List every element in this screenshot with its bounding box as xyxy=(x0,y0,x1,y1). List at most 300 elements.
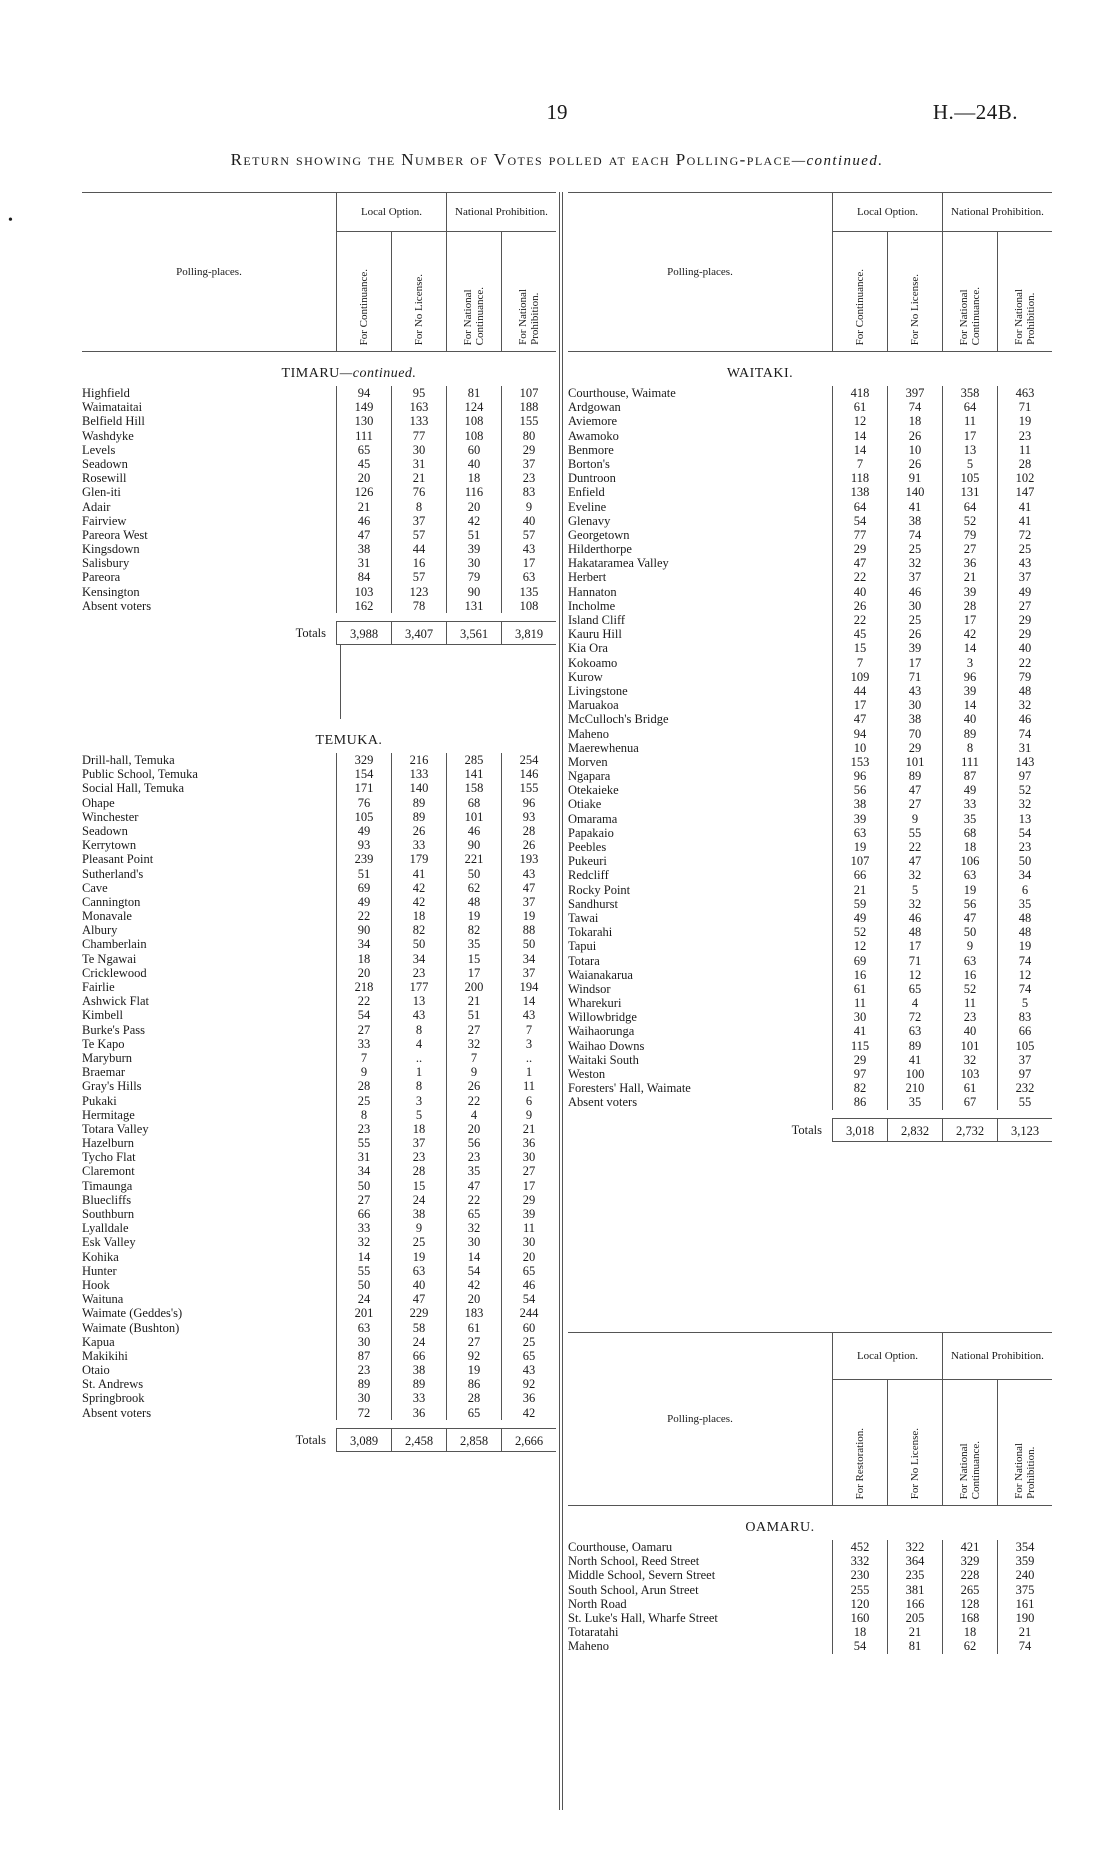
table-row xyxy=(568,911,1052,925)
vote-count-cell: 4 xyxy=(887,996,942,1010)
vote-count-cell: 96 xyxy=(501,796,556,810)
polling-place-name: St. Luke's Hall, Wharfe Street xyxy=(568,1610,718,1625)
polling-place-name: Glenavy xyxy=(568,513,611,528)
vote-count-cell: 19 xyxy=(997,414,1052,428)
vote-count-cell: 97 xyxy=(997,769,1052,783)
polling-place-name: Maheno xyxy=(568,1639,609,1654)
vote-count-cell: 90 xyxy=(336,923,391,937)
vote-count-cell: 62 xyxy=(942,1639,997,1653)
vote-count-cell: 56 xyxy=(446,1136,501,1150)
vote-count-cell: 32 xyxy=(997,797,1052,811)
vote-count-cell: 205 xyxy=(887,1611,942,1625)
vote-count-cell: 109 xyxy=(832,670,887,684)
polling-place-name: Maerewhenua xyxy=(568,740,639,755)
vote-count-cell: 50 xyxy=(446,867,501,881)
totals-label: Totals xyxy=(295,1432,326,1447)
vote-count-cell: 36 xyxy=(391,1406,446,1420)
vote-count-cell: 74 xyxy=(997,1639,1052,1653)
vote-count-cell: 100 xyxy=(887,1067,942,1081)
vote-count-cell: 63 xyxy=(942,868,997,882)
vote-count-cell: 50 xyxy=(501,937,556,951)
polling-place-name: Kohika xyxy=(82,1249,119,1264)
table-row xyxy=(82,1065,556,1079)
table-row xyxy=(82,1321,556,1335)
vote-count-cell: 8 xyxy=(391,500,446,514)
polling-place-name: Levels xyxy=(82,442,116,457)
vote-count-cell: 21 xyxy=(501,1122,556,1136)
vote-count-cell: 19 xyxy=(832,840,887,854)
margin-mark: • xyxy=(8,213,13,228)
table-row xyxy=(568,485,1052,499)
vote-count-cell: .. xyxy=(391,1051,446,1065)
vote-count-cell: 30 xyxy=(887,698,942,712)
vote-count-cell: 20 xyxy=(501,1250,556,1264)
polling-place-name: Hannaton xyxy=(568,584,617,599)
header-for-no-license: For No License. xyxy=(909,1427,921,1499)
vote-count-cell: 40 xyxy=(446,457,501,471)
vote-count-cell: 42 xyxy=(446,514,501,528)
vote-count-cell: 49 xyxy=(832,911,887,925)
vote-count-cell: 17 xyxy=(887,939,942,953)
vote-count-cell: 84 xyxy=(336,570,391,584)
vote-count-cell: 19 xyxy=(446,909,501,923)
vote-count-cell: 65 xyxy=(446,1207,501,1221)
vote-count-cell: 38 xyxy=(832,797,887,811)
polling-place-name: Burke's Pass xyxy=(82,1022,146,1037)
vote-count-cell: 37 xyxy=(887,570,942,584)
vote-count-cell: 42 xyxy=(391,881,446,895)
vote-count-cell: 26 xyxy=(446,1079,501,1093)
vote-count-cell: 39 xyxy=(446,542,501,556)
vote-count-cell: 57 xyxy=(501,528,556,542)
vote-count-cell: 36 xyxy=(501,1391,556,1405)
polling-place-name: Pukeuri xyxy=(568,854,607,869)
table-row xyxy=(82,796,556,810)
polling-place-name: Timaunga xyxy=(82,1178,133,1193)
vote-count-cell: 29 xyxy=(997,627,1052,641)
vote-count-cell: 54 xyxy=(501,1292,556,1306)
vote-count-cell: 14 xyxy=(501,994,556,1008)
vote-count-cell: 45 xyxy=(832,627,887,641)
document-code: H.—24B. xyxy=(932,100,1018,124)
vote-count-cell: 63 xyxy=(832,826,887,840)
vote-count-cell: 9 xyxy=(446,1065,501,1079)
right-table xyxy=(568,192,1052,1142)
table-row xyxy=(82,1164,556,1178)
table-row xyxy=(82,824,556,838)
vote-count-cell: 9 xyxy=(336,1065,391,1079)
polling-place-name: Eveline xyxy=(568,499,607,514)
polling-place-name: Omarama xyxy=(568,811,618,826)
polling-place-name: Albury xyxy=(82,923,118,938)
vote-count-cell: 30 xyxy=(336,1335,391,1349)
polling-place-name: Otekaieke xyxy=(568,783,619,798)
vote-count-cell: 421 xyxy=(942,1540,997,1554)
header-polling-places: Polling-places. xyxy=(176,266,242,278)
vote-count-cell: 31 xyxy=(997,741,1052,755)
table-row xyxy=(82,852,556,866)
table-row xyxy=(82,1179,556,1193)
polling-place-name: Borton's xyxy=(568,456,610,471)
vote-count-cell: 34 xyxy=(391,952,446,966)
vote-count-cell: 43 xyxy=(501,542,556,556)
vote-count-cell: 39 xyxy=(832,812,887,826)
vote-count-cell: 79 xyxy=(942,528,997,542)
vote-count-cell: 17 xyxy=(887,656,942,670)
vote-count-cell: 218 xyxy=(336,980,391,994)
table-row xyxy=(82,1264,556,1278)
vote-count-cell: 29 xyxy=(501,1193,556,1207)
table-row xyxy=(82,937,556,951)
vote-count-cell: 26 xyxy=(887,627,942,641)
vote-count-cell: 95 xyxy=(391,386,446,400)
vote-count-cell: 28 xyxy=(446,1391,501,1405)
vote-count-cell: 21 xyxy=(446,994,501,1008)
table-row xyxy=(82,1306,556,1320)
vote-count-cell: 29 xyxy=(501,443,556,457)
vote-count-cell: 39 xyxy=(501,1207,556,1221)
vote-count-cell: 18 xyxy=(391,909,446,923)
vote-count-cell: 33 xyxy=(336,1221,391,1235)
table-row xyxy=(82,909,556,923)
table-row xyxy=(82,1406,556,1420)
vote-count-cell: 138 xyxy=(832,485,887,499)
vote-count-cell: 5 xyxy=(887,883,942,897)
vote-count-cell: 133 xyxy=(391,414,446,428)
vote-count-cell: 329 xyxy=(336,753,391,767)
vote-count-cell: 31 xyxy=(336,556,391,570)
vote-count-cell: 161 xyxy=(997,1597,1052,1611)
vote-count-cell: 17 xyxy=(832,698,887,712)
vote-count-cell: 39 xyxy=(942,684,997,698)
vote-count-cell: 40 xyxy=(942,712,997,726)
table-row xyxy=(568,1597,1052,1611)
table-row xyxy=(568,939,1052,953)
vote-count-cell: 23 xyxy=(391,1150,446,1164)
section-title-temuka: TEMUKA. xyxy=(315,733,383,748)
table-row xyxy=(568,386,1052,400)
table-row xyxy=(568,968,1052,982)
vote-count-cell: 43 xyxy=(391,1008,446,1022)
vote-count-cell: 33 xyxy=(391,1391,446,1405)
total-cell: 2,832 xyxy=(887,1118,942,1142)
vote-count-cell: 18 xyxy=(887,414,942,428)
vote-count-cell: 35 xyxy=(997,897,1052,911)
polling-place-name: Hermitage xyxy=(82,1107,135,1122)
vote-count-cell: 230 xyxy=(832,1568,887,1582)
vote-count-cell: 111 xyxy=(336,429,391,443)
vote-count-cell: 69 xyxy=(336,881,391,895)
table-header xyxy=(568,1332,1052,1506)
table-row xyxy=(568,613,1052,627)
polling-place-name: Totara xyxy=(568,953,600,968)
vote-count-cell: 15 xyxy=(446,952,501,966)
total-cell: 3,089 xyxy=(336,1428,391,1452)
vote-count-cell: 50 xyxy=(336,1278,391,1292)
vote-count-cell: 43 xyxy=(501,1363,556,1377)
polling-place-name: Georgetown xyxy=(568,527,630,542)
vote-count-cell: 32 xyxy=(887,868,942,882)
polling-place-name: Kia Ora xyxy=(568,641,608,656)
table-row xyxy=(82,414,556,428)
vote-count-cell: 49 xyxy=(942,783,997,797)
vote-count-cell: 14 xyxy=(336,1250,391,1264)
polling-place-name: Benmore xyxy=(568,442,614,457)
vote-count-cell: 3 xyxy=(942,656,997,670)
vote-count-cell: 93 xyxy=(336,838,391,852)
vote-count-cell: 38 xyxy=(887,514,942,528)
vote-count-cell: 56 xyxy=(832,783,887,797)
header-for-continuance: For Continuance. xyxy=(358,268,370,345)
vote-count-cell: 61 xyxy=(832,400,887,414)
vote-count-cell: 158 xyxy=(446,781,501,795)
vote-count-cell: 23 xyxy=(501,471,556,485)
vote-count-cell: 22 xyxy=(336,909,391,923)
polling-place-name: St. Andrews xyxy=(82,1377,144,1392)
vote-count-cell: 25 xyxy=(336,1094,391,1108)
vote-count-cell: 30 xyxy=(446,1235,501,1249)
vote-count-cell: 364 xyxy=(887,1554,942,1568)
polling-place-name: Gray's Hills xyxy=(82,1079,142,1094)
table-row xyxy=(568,854,1052,868)
vote-count-cell: 77 xyxy=(391,429,446,443)
header-for-national-prohibition: For National Prohibition. xyxy=(1013,1443,1037,1499)
table-row xyxy=(82,881,556,895)
vote-count-cell: 14 xyxy=(832,429,887,443)
vote-count-cell: 27 xyxy=(446,1335,501,1349)
polling-place-name: Otaio xyxy=(82,1363,110,1378)
table-row xyxy=(82,542,556,556)
vote-count-cell: 44 xyxy=(832,684,887,698)
vote-count-cell: 124 xyxy=(446,400,501,414)
vote-count-cell: 14 xyxy=(942,641,997,655)
polling-place-name: Aviemore xyxy=(568,414,618,429)
temuka-totals-row xyxy=(82,1428,556,1452)
vote-count-cell: 22 xyxy=(832,613,887,627)
vote-count-cell: 44 xyxy=(391,542,446,556)
table-row xyxy=(568,641,1052,655)
polling-place-name: Kauru Hill xyxy=(568,627,622,642)
table-row xyxy=(568,443,1052,457)
vote-count-cell: 21 xyxy=(391,471,446,485)
vote-count-cell: 89 xyxy=(391,796,446,810)
vote-count-cell: 190 xyxy=(997,1611,1052,1625)
total-cell: 3,819 xyxy=(501,621,556,645)
vote-count-cell: 89 xyxy=(942,727,997,741)
vote-count-cell: 87 xyxy=(942,769,997,783)
vote-count-cell: 160 xyxy=(832,1611,887,1625)
vote-count-cell: 9 xyxy=(887,812,942,826)
table-row xyxy=(82,443,556,457)
vote-count-cell: 101 xyxy=(942,1039,997,1053)
vote-count-cell: 52 xyxy=(942,514,997,528)
table-row xyxy=(568,826,1052,840)
vote-count-cell: 22 xyxy=(997,656,1052,670)
vote-count-cell: 80 xyxy=(501,429,556,443)
section-title-timaru: TIMARU—continued. xyxy=(281,366,417,381)
polling-place-name: Washdyke xyxy=(82,428,134,443)
header-national-prohibition: National Prohibition. For National Continuance. For National Prohibition. xyxy=(446,193,556,351)
vote-count-cell: 17 xyxy=(501,1179,556,1193)
vote-count-cell: 22 xyxy=(887,840,942,854)
vote-count-cell: 43 xyxy=(501,867,556,881)
polling-place-name: Windsor xyxy=(568,981,611,996)
polling-place-name: Awamoko xyxy=(568,428,619,443)
vote-count-cell: 36 xyxy=(501,1136,556,1150)
header-for-restoration: For Restoration. xyxy=(854,1427,866,1499)
vote-count-cell: 97 xyxy=(997,1067,1052,1081)
vote-count-cell: 42 xyxy=(942,627,997,641)
left-table xyxy=(82,192,556,1452)
vote-count-cell: 81 xyxy=(446,386,501,400)
vote-count-cell: 18 xyxy=(832,1625,887,1639)
table-row xyxy=(568,457,1052,471)
vote-count-cell: 89 xyxy=(391,810,446,824)
header-local-option: Local Option. For Continuance. For No License. xyxy=(832,193,942,351)
vote-count-cell: 13 xyxy=(942,443,997,457)
vote-count-cell: 25 xyxy=(887,613,942,627)
vote-count-cell: 56 xyxy=(942,897,997,911)
vote-count-cell: 16 xyxy=(391,556,446,570)
vote-count-cell: 8 xyxy=(336,1108,391,1122)
vote-count-cell: 50 xyxy=(391,937,446,951)
vote-count-cell: 4 xyxy=(446,1108,501,1122)
table-row xyxy=(568,698,1052,712)
vote-count-cell: 418 xyxy=(832,386,887,400)
vote-count-cell: 7 xyxy=(832,656,887,670)
vote-count-cell: 83 xyxy=(997,1010,1052,1024)
vote-count-cell: 32 xyxy=(942,1053,997,1067)
polling-place-name: Te Kapo xyxy=(82,1036,125,1051)
spacer xyxy=(340,645,556,719)
vote-count-cell: 89 xyxy=(887,1039,942,1053)
vote-count-cell: 34 xyxy=(997,868,1052,882)
table-row xyxy=(82,1377,556,1391)
table-row xyxy=(82,1136,556,1150)
vote-count-cell: 97 xyxy=(832,1067,887,1081)
table-row xyxy=(82,753,556,767)
vote-count-cell: 41 xyxy=(997,500,1052,514)
table-row xyxy=(82,1292,556,1306)
header-for-national-prohibition: For National Prohibition. xyxy=(1013,289,1037,345)
vote-count-cell: 78 xyxy=(391,599,446,613)
vote-count-cell: 49 xyxy=(997,585,1052,599)
polling-place-name: Peebles xyxy=(568,840,607,854)
table-row xyxy=(568,897,1052,911)
vote-count-cell: 47 xyxy=(832,556,887,570)
vote-count-cell: 40 xyxy=(942,1024,997,1038)
vote-count-cell: 285 xyxy=(446,753,501,767)
vote-count-cell: 46 xyxy=(887,911,942,925)
vote-count-cell: 46 xyxy=(446,824,501,838)
polling-place-name: Morven xyxy=(568,754,608,769)
polling-place-name: Tapui xyxy=(568,939,597,954)
table-row xyxy=(568,656,1052,670)
vote-count-cell: 123 xyxy=(391,585,446,599)
polling-place-name: South School, Arun Street xyxy=(568,1582,699,1597)
vote-count-cell: 8 xyxy=(391,1023,446,1037)
vote-count-cell: 64 xyxy=(832,500,887,514)
vote-count-cell: 54 xyxy=(832,1639,887,1653)
vote-count-cell: 46 xyxy=(997,712,1052,726)
table-row xyxy=(82,1023,556,1037)
vote-count-cell: 48 xyxy=(446,895,501,909)
vote-count-cell: 71 xyxy=(887,954,942,968)
vote-count-cell: 67 xyxy=(942,1095,997,1109)
vote-count-cell: 41 xyxy=(391,867,446,881)
vote-count-cell: 34 xyxy=(336,937,391,951)
vote-count-cell: 18 xyxy=(942,840,997,854)
vote-count-cell: 183 xyxy=(446,1306,501,1320)
polling-place-name: Kingsdown xyxy=(82,542,140,557)
table-row xyxy=(82,980,556,994)
polling-place-name: Absent voters xyxy=(568,1095,638,1110)
table-row xyxy=(568,741,1052,755)
vote-count-cell: 359 xyxy=(997,1554,1052,1568)
vote-count-cell: 12 xyxy=(832,414,887,428)
vote-count-cell: 29 xyxy=(832,542,887,556)
polling-place-name: Seadown xyxy=(82,456,128,471)
vote-count-cell: 26 xyxy=(832,599,887,613)
vote-count-cell: 65 xyxy=(501,1264,556,1278)
polling-place-name: Sutherland's xyxy=(82,866,144,881)
table-row xyxy=(82,1335,556,1349)
header-for-continuance: For Continuance. xyxy=(854,268,866,345)
vote-count-cell: 133 xyxy=(391,767,446,781)
table-row xyxy=(82,556,556,570)
table-row xyxy=(568,1583,1052,1597)
vote-count-cell: 30 xyxy=(501,1150,556,1164)
vote-count-cell: 65 xyxy=(501,1349,556,1363)
vote-count-cell: 375 xyxy=(997,1583,1052,1597)
vote-count-cell: 54 xyxy=(336,1008,391,1022)
vote-count-cell: 87 xyxy=(336,1349,391,1363)
vote-count-cell: 17 xyxy=(446,966,501,980)
vote-count-cell: 37 xyxy=(501,966,556,980)
vote-count-cell: 94 xyxy=(336,386,391,400)
vote-count-cell: 94 xyxy=(832,727,887,741)
polling-place-name: Rocky Point xyxy=(568,882,631,897)
vote-count-cell: 24 xyxy=(336,1292,391,1306)
vote-count-cell: 79 xyxy=(446,570,501,584)
vote-count-cell: 47 xyxy=(942,911,997,925)
vote-count-cell: 239 xyxy=(336,852,391,866)
vote-count-cell: 31 xyxy=(336,1150,391,1164)
vote-count-cell: 46 xyxy=(336,514,391,528)
vote-count-cell: 49 xyxy=(336,895,391,909)
vote-count-cell: 232 xyxy=(997,1081,1052,1095)
vote-count-cell: 39 xyxy=(942,585,997,599)
total-cell: 3,123 xyxy=(997,1118,1052,1142)
vote-count-cell: 146 xyxy=(501,767,556,781)
polling-place-name: Waitaki South xyxy=(568,1052,639,1067)
waitaki-totals-row xyxy=(568,1118,1052,1142)
vote-count-cell: 93 xyxy=(501,810,556,824)
table-row xyxy=(82,1349,556,1363)
vote-count-cell: 82 xyxy=(446,923,501,937)
vote-count-cell: 193 xyxy=(501,852,556,866)
table-row xyxy=(82,1094,556,1108)
polling-place-name: Claremont xyxy=(82,1164,135,1179)
vote-count-cell: 105 xyxy=(942,471,997,485)
vote-count-cell: 155 xyxy=(501,781,556,795)
vote-count-cell: 107 xyxy=(832,854,887,868)
vote-count-cell: 23 xyxy=(391,966,446,980)
table-row xyxy=(568,570,1052,584)
vote-count-cell: 71 xyxy=(887,670,942,684)
polling-place-name: Absent voters xyxy=(82,598,152,613)
vote-count-cell: 82 xyxy=(832,1081,887,1095)
